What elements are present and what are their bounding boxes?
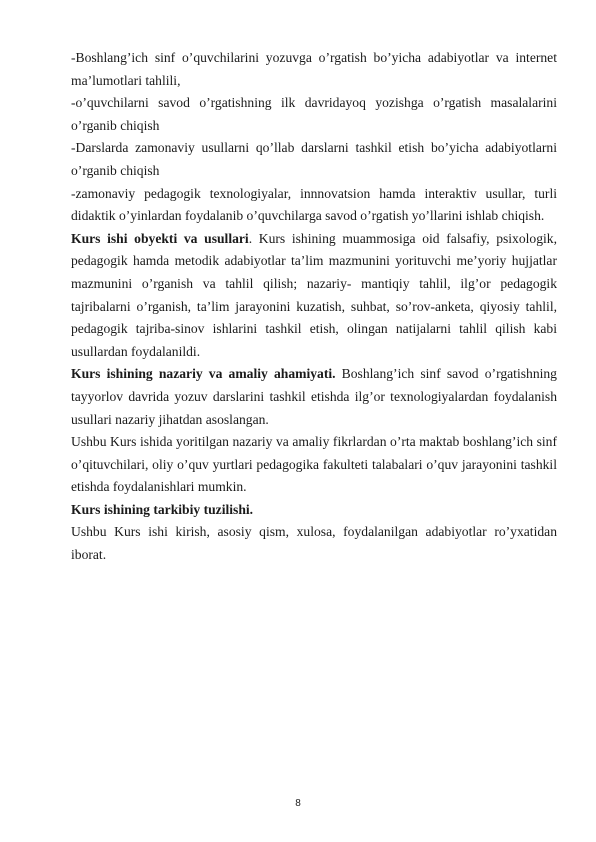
section-heading-significance: Kurs ishining nazariy va amaliy ahamiyati.	[71, 366, 336, 382]
paragraph-text: -Boshlang’ich sinf o’quvchilarini yozuvga o’rgatish bo’yicha adabiyotlar va internet ma’lumotlari tahlili,	[71, 50, 557, 88]
paragraph-significance	[71, 363, 557, 431]
paragraph-text: -Darslarda zamonaviy usullarni qo’llab darslarni tashkil etish bo’yicha adabiyotlarni o’rganib chiqish	[71, 140, 557, 178]
paragraph-text: . Kurs ishining muammosiga oid falsafiy, psixologik, pedagogik hamda metodik adabiyotlar ta’lim mazmunini yorituvchi me’yoriy hujjatlar mazmunini o’rganish va tahlil qilish; nazariy- mantiqiy tahlil, ilg’or pedagogik tajribalarni o’rganish, ta’lim jarayonini kuzatish, suhbat, so’rov-anketa, qiyosiy tahlil, pedagogik tajriba-sinov ishlarini tashkil etish, olingan natijalarni tahlil qilish kabi usullardan foydalanildi.	[71, 230, 557, 359]
paragraph-text: Ushbu Kurs ishi kirish, asosiy qism, xulosa, foydalanilgan adabiyotlar ro’yxatidan iborat.	[71, 524, 557, 563]
paragraph-object-and-methods	[71, 228, 557, 364]
paragraph-modern-methods	[71, 137, 557, 182]
page-number: 8	[295, 798, 301, 809]
paragraph-literature-analysis	[71, 47, 557, 92]
paragraph-text: -o’quvchilarni savod o’rgatishning ilk davridayoq yozishga o’rgatish masalalarini o’rganib chiqish	[71, 95, 557, 133]
section-heading-object-methods: Kurs ishi obyekti va usullari	[71, 230, 249, 246]
paragraph-usage	[71, 431, 557, 499]
paragraph-structure-heading	[71, 499, 557, 522]
document-body	[71, 47, 557, 567]
paragraph-structure	[71, 521, 557, 566]
paragraph-text: Boshlang’ich sinf savod o’rgatishning tayyorlov davrida yozuv darslarini tashkil etishda ilg’or texnologiyalardan foydalanish usullari nazariy jihatdan asoslangan.	[71, 366, 557, 427]
paragraph-writing-instruction	[71, 92, 557, 137]
paragraph-text: -zamonaviy pedagogik texnologiyalar, innnovatsion hamda interaktiv usullar, turli didaktik o’yinlardan foydalanib o’quvchilarga savod o’rgatish yo’llarini ishlab chiqish.	[71, 185, 557, 224]
paragraph-text: Ushbu Kurs ishida yoritilgan nazariy va amaliy fikrlardan o’rta maktab boshlang’ich sinf o’qituvchilari, oliy o’quv yurtlari pedagogika fakulteti talabalari o’quv jarayonini tashkil etishda foydalanishlari mumkin.	[71, 434, 557, 495]
paragraph-pedagogical-technologies	[71, 183, 557, 228]
section-heading-structure: Kurs ishining tarkibiy tuzilishi.	[71, 501, 254, 517]
